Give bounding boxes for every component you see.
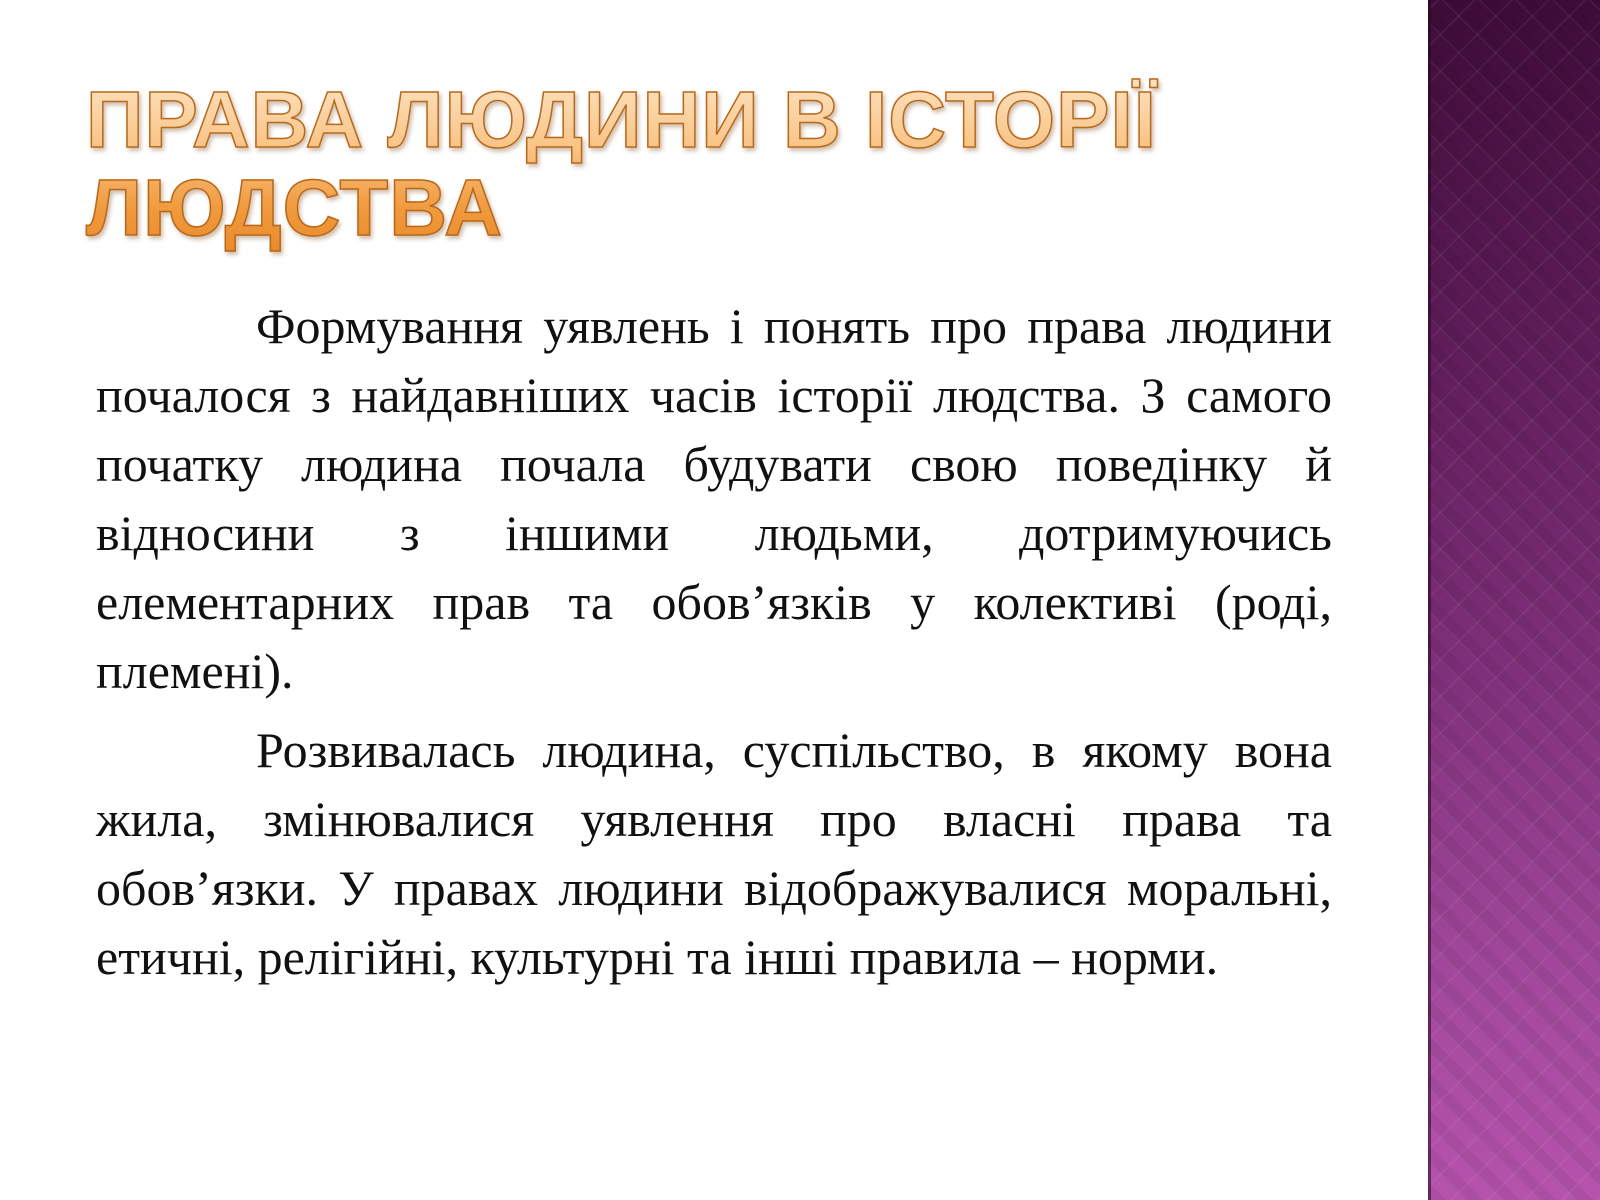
slide-title: ПРАВА ЛЮДИНИ В ІСТОРІЇ ЛЮДСТВА <box>86 76 1386 252</box>
body-paragraph-2: Розвивалась людина, суспільство, в якому вона жила, змінювалися уявлення про власні права та обов’язки. У правах людини відображувалися моральні, етичні, релігійні, культурні та інші правила – норми. <box>96 722 1332 985</box>
decorative-side-band <box>1428 0 1600 1200</box>
body-paragraph-1: Формування уявлень і понять про права людини почалося з найдавніших часів історії людства. З самого початку людина почала будувати свою поведінку й відносини з іншими людьми, дотримуючись елементарних прав та обов’язків у колективі (роді, племені). <box>96 298 1332 699</box>
slide-body <box>96 292 1332 1002</box>
diamond-pattern <box>1428 0 1600 1200</box>
side-band-edge <box>1428 0 1431 1200</box>
